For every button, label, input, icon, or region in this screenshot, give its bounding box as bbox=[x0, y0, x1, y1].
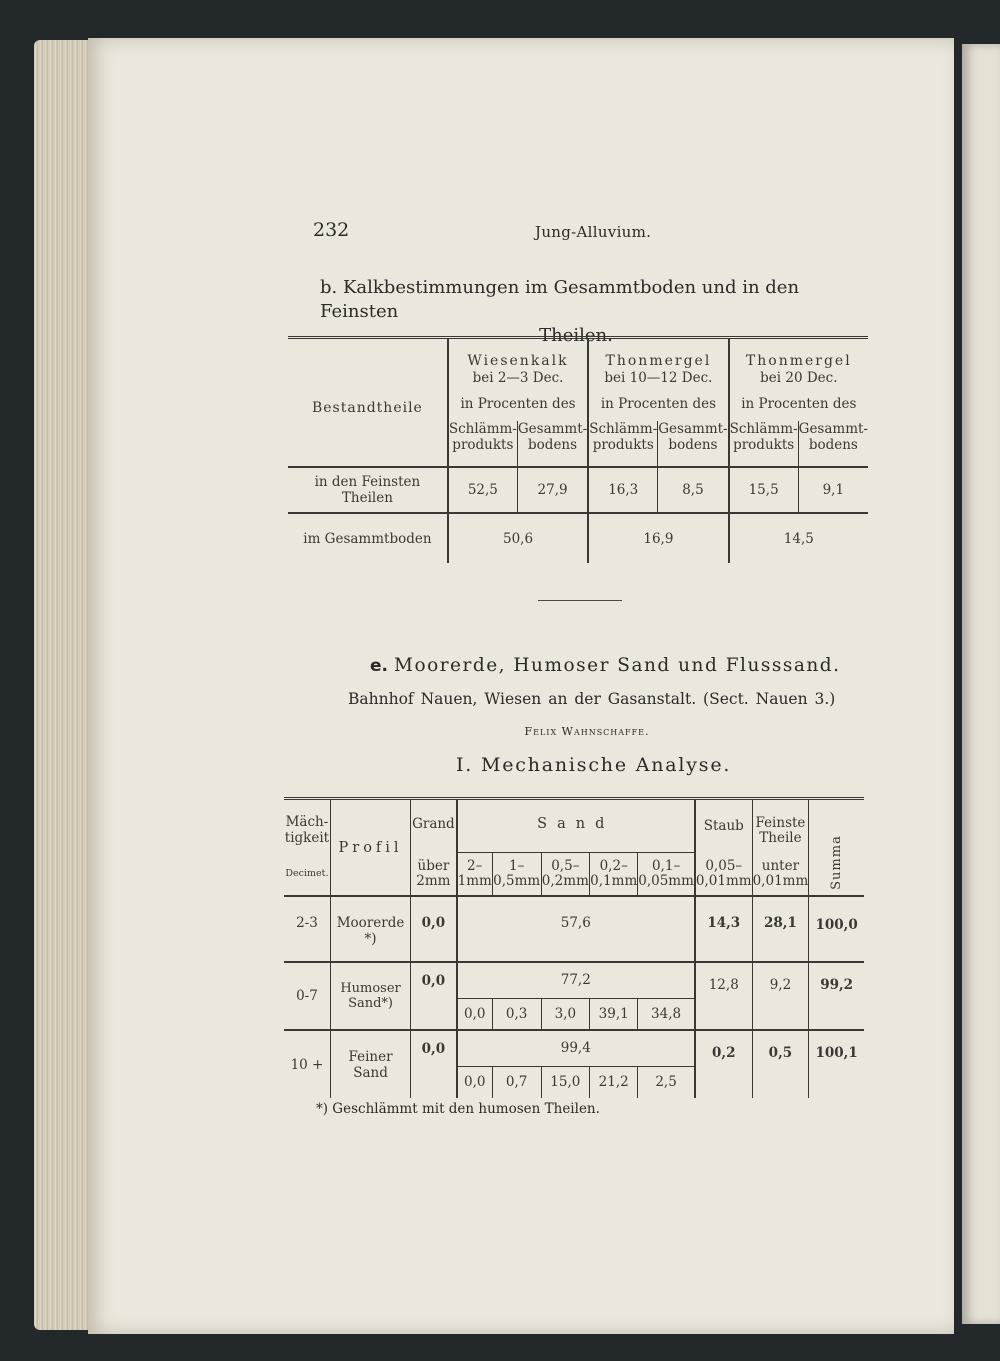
head-line: 0,1– bbox=[651, 857, 681, 874]
head-line: 2– bbox=[467, 857, 483, 874]
head-decimet: Decimet. bbox=[285, 867, 329, 879]
sub-line: bodens bbox=[528, 437, 578, 453]
sub-line: Gesammt- bbox=[517, 421, 588, 437]
cell-sand-total: 57,6 bbox=[457, 896, 695, 962]
sand-col-2 bbox=[492, 852, 541, 896]
head-line: 0,5mm bbox=[493, 872, 541, 889]
sub-line: bodens bbox=[808, 437, 858, 453]
head-line: 0,05– bbox=[705, 857, 743, 874]
cell-sand-part: 0,7 bbox=[492, 1066, 541, 1098]
cell-grand: 0,0 bbox=[411, 896, 457, 962]
cell-sand-total: 99,4 bbox=[457, 1030, 695, 1066]
location-line: Bahnhof Nauen, Wiesen an der Gasanstalt. (Sect. Nauen 3.) bbox=[348, 690, 836, 708]
cell: 50,6 bbox=[448, 513, 588, 563]
head-line: 0,01mm bbox=[695, 872, 752, 889]
cell-sand-part: 39,1 bbox=[590, 998, 638, 1030]
group-depth: bei 10—12 Dec. bbox=[604, 370, 713, 386]
cell-sand-part: 21,2 bbox=[590, 1066, 638, 1098]
head-line: 0,2– bbox=[599, 857, 628, 874]
sub-line: produkts bbox=[592, 437, 654, 453]
sand-col-1 bbox=[457, 852, 493, 896]
cell-summa: 99,2 bbox=[820, 977, 854, 993]
head-line: über bbox=[417, 857, 450, 874]
cell-sand-part: 15,0 bbox=[541, 1066, 590, 1098]
cell: 27,9 bbox=[517, 467, 588, 513]
cell-summa: 100,0 bbox=[815, 917, 858, 933]
cell: 16,3 bbox=[588, 467, 658, 513]
cell: 14,5 bbox=[783, 530, 814, 547]
row-label: im Gesammtboden bbox=[288, 513, 448, 563]
sub-schlaemm bbox=[729, 421, 799, 467]
head-sand: Sand bbox=[457, 799, 695, 847]
sand-col-5 bbox=[638, 852, 695, 896]
cell-sand-part: 34,8 bbox=[638, 998, 695, 1030]
group-name: Wiesenkalk bbox=[467, 353, 569, 369]
head-staub: Staub bbox=[695, 799, 752, 847]
sub-schlaemm bbox=[588, 421, 658, 467]
page-number: 232 bbox=[313, 219, 350, 241]
percent-label: in Procenten des bbox=[588, 387, 728, 421]
head-feinste bbox=[752, 799, 809, 847]
head-profil: Profil bbox=[330, 799, 410, 897]
analysis-heading: I. Mechanische Analyse. bbox=[456, 754, 732, 776]
sub-line: Schlämm- bbox=[448, 421, 517, 437]
table-row bbox=[284, 962, 864, 998]
sub-line: Gesammt- bbox=[658, 421, 728, 437]
cell-feinste: 9,2 bbox=[752, 962, 809, 1030]
head-line: unter bbox=[761, 857, 800, 874]
sub-line: produkts bbox=[452, 437, 514, 453]
cell-sand-part: 0,0 bbox=[457, 998, 493, 1030]
footnote: *) Geschlämmt mit den humosen Theilen. bbox=[316, 1101, 600, 1117]
group-thonmergel-10 bbox=[588, 338, 728, 388]
running-title: Jung-Alluvium. bbox=[535, 223, 652, 241]
group-name: Thonmergel bbox=[605, 353, 712, 369]
cell-grand: 0,0 bbox=[411, 962, 457, 1030]
head-line: 0,05mm bbox=[638, 872, 694, 889]
head-line: 0,01mm bbox=[752, 872, 809, 889]
section-b-line2: Theilen. bbox=[539, 325, 613, 346]
section-divider bbox=[538, 600, 622, 601]
lime-table bbox=[288, 336, 868, 563]
sub-line: produkts bbox=[733, 437, 795, 453]
cell-profil: Moorerde *) bbox=[330, 896, 410, 962]
head-line: 0,5– bbox=[551, 857, 580, 874]
author-line bbox=[0, 725, 866, 738]
summa-label: Summa bbox=[829, 835, 845, 890]
cell-sand-total: 77,2 bbox=[457, 962, 695, 998]
cell-summa: 100,1 bbox=[815, 1045, 858, 1061]
head-line: Mäch- bbox=[285, 813, 329, 830]
cell-profil: Humoser Sand*) bbox=[330, 962, 410, 1030]
head-line: 0,1mm bbox=[590, 872, 638, 889]
group-depth: bei 2—3 Dec. bbox=[472, 370, 564, 386]
percent-label: in Procenten des bbox=[741, 396, 857, 412]
cell: 16,9 bbox=[588, 513, 728, 563]
row-label: in den Feinsten Theilen bbox=[288, 467, 448, 513]
sub-line: Schlämm- bbox=[589, 421, 658, 437]
head-line: 2mm bbox=[416, 872, 451, 889]
section-e-heading bbox=[370, 655, 841, 676]
cell-sand-part: 0,0 bbox=[457, 1066, 493, 1098]
table-row bbox=[284, 896, 864, 962]
sand-col-3 bbox=[541, 852, 590, 896]
head-line: tigkeit bbox=[284, 829, 330, 846]
section-b-line1: b. Kalkbestimmungen im Gesammtboden und in den Feinsten bbox=[320, 277, 800, 322]
cell: 9,1 bbox=[822, 482, 845, 498]
group-name: Thonmergel bbox=[745, 353, 852, 369]
head-line: Feinste bbox=[755, 815, 806, 831]
sub-line: bodens bbox=[668, 437, 718, 453]
cell-staub: 12,8 bbox=[695, 962, 752, 1030]
col-header-bestandtheile: Bestandtheile bbox=[288, 338, 448, 468]
cell-sand-part: 2,5 bbox=[638, 1066, 695, 1098]
mechanical-analysis-table bbox=[284, 797, 864, 1098]
head-line: Theile bbox=[759, 830, 802, 846]
head-staub-sub bbox=[695, 852, 752, 896]
group-depth: bei 20 Dec. bbox=[760, 370, 838, 386]
cell-grand: 0,0 bbox=[411, 1030, 457, 1098]
section-e-letter: e. bbox=[370, 656, 388, 676]
head-maechtigkeit bbox=[284, 799, 330, 897]
sub-line: Schlämm- bbox=[729, 421, 798, 437]
cell: 52,5 bbox=[448, 467, 518, 513]
head-line: 1mm bbox=[457, 872, 492, 889]
table-row bbox=[288, 467, 868, 513]
table-row bbox=[288, 513, 868, 563]
author-name: Felix Wahnschaffe. bbox=[524, 725, 650, 738]
group-thonmergel-20 bbox=[729, 338, 868, 388]
cell: 8,5 bbox=[658, 467, 729, 513]
cell-depth: 2-3 bbox=[284, 896, 330, 962]
cell-staub: 14,3 bbox=[695, 896, 752, 962]
head-feinste-sub bbox=[752, 852, 809, 896]
sand-col-4 bbox=[590, 852, 638, 896]
cell-sand-part: 3,0 bbox=[541, 998, 590, 1030]
sub-line: Gesammt- bbox=[798, 421, 868, 437]
section-e-title: Moorerde, Humoser Sand und Flusssand. bbox=[394, 655, 841, 676]
sub-gesammt bbox=[517, 421, 588, 467]
cell-staub: 0,2 bbox=[695, 1030, 752, 1098]
sub-gesammt bbox=[798, 421, 868, 467]
cell-feinste: 0,5 bbox=[752, 1030, 809, 1098]
head-grand-sub bbox=[411, 852, 457, 896]
book-page bbox=[88, 38, 954, 1334]
cell-depth: 10 + bbox=[284, 1030, 330, 1098]
head-summa bbox=[809, 799, 864, 897]
cell-feinste: 28,1 bbox=[752, 896, 809, 962]
head-line: 0,2mm bbox=[541, 872, 589, 889]
group-wiesenkalk bbox=[448, 338, 588, 388]
head-grand: Grand bbox=[411, 799, 457, 847]
cell-sand-part: 0,3 bbox=[492, 998, 541, 1030]
sub-schlaemm bbox=[448, 421, 518, 467]
percent-label: in Procenten des bbox=[448, 387, 588, 421]
cell: 15,5 bbox=[729, 467, 799, 513]
sub-gesammt bbox=[658, 421, 729, 467]
cell-depth: 0-7 bbox=[284, 962, 330, 1030]
table-row bbox=[284, 1030, 864, 1066]
head-line: 1– bbox=[508, 857, 525, 874]
cell-profil: Feiner Sand bbox=[330, 1030, 410, 1098]
